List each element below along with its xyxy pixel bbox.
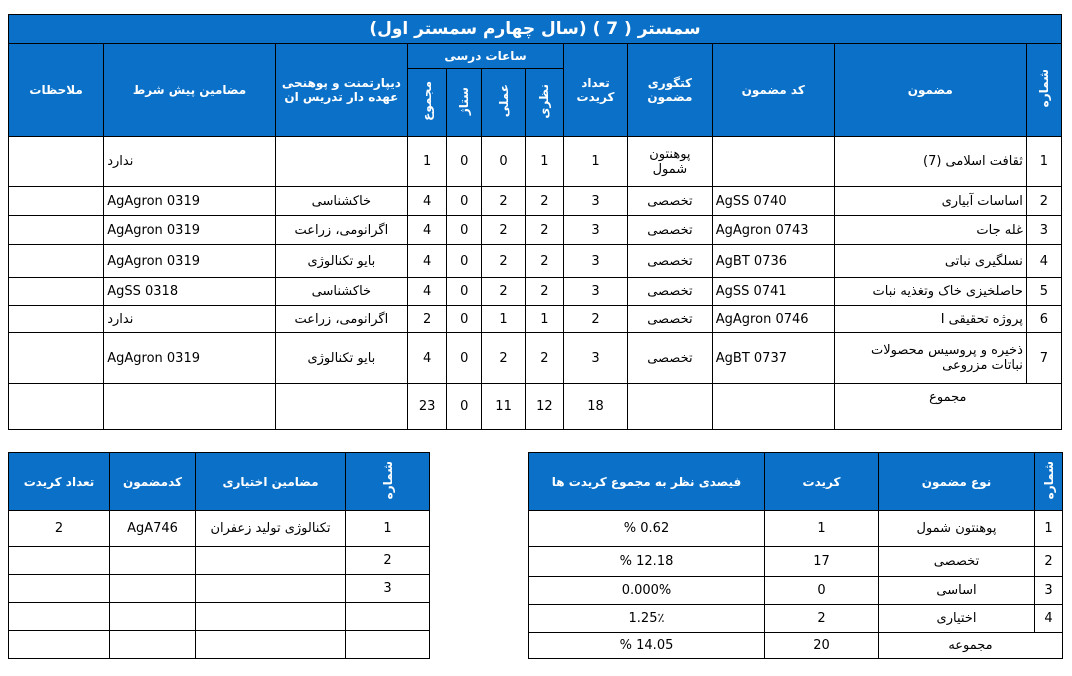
row-number: 5 (1026, 278, 1061, 306)
header-prereq: مضامین پیش شرط (104, 44, 276, 137)
total-hours: 1 (408, 137, 447, 187)
summary-total-row (529, 633, 1063, 659)
header-notes: ملاحظات (9, 44, 104, 137)
internship-hours: 0 (447, 306, 482, 333)
subject-category: تخصصی (628, 216, 713, 245)
row-number: 2 (1026, 187, 1061, 216)
subject-category: تخصصی (628, 333, 713, 384)
sum-header-type: نوع مضمون (879, 453, 1035, 511)
theory-hours: 1 (525, 137, 563, 187)
credit: 17 (765, 547, 879, 577)
practical-hours: 2 (482, 333, 525, 384)
row-number: 3 (1026, 216, 1061, 245)
subject-category: پوهنتون شمول (628, 137, 713, 187)
prerequisite: ندارد (104, 137, 276, 187)
row-number: 1 (346, 511, 430, 547)
credits: 3 (563, 187, 627, 216)
table-row (9, 631, 430, 659)
semester-title: سمستر ( 7 ) (سال چهارم سمستر اول) (9, 15, 1062, 44)
internship-hours: 0 (447, 278, 482, 306)
subject-code: AgBT 0736 (712, 245, 834, 278)
notes (9, 245, 104, 278)
totals-row (9, 384, 1062, 430)
department: اگرانومی، زراعت (275, 216, 407, 245)
credits (9, 547, 110, 575)
table-row (9, 216, 1062, 245)
subject-code: AgA746 (110, 511, 196, 547)
header-credits: تعداد کریدت (563, 44, 627, 137)
subject-category: تخصصی (628, 187, 713, 216)
subject-code (110, 547, 196, 575)
theory-hours: 1 (525, 306, 563, 333)
credit: 2 (765, 605, 879, 633)
subject-name (196, 547, 346, 575)
subject-category: تخصصی (628, 278, 713, 306)
subject-name: ثقافت اسلامی (7) (834, 137, 1026, 187)
table-row (9, 278, 1062, 306)
credit: 0 (765, 577, 879, 605)
department: بایو تکنالوژی (275, 333, 407, 384)
theory-hours: 2 (525, 187, 563, 216)
table-row (529, 547, 1063, 577)
notes (9, 216, 104, 245)
percent: 0.000% (529, 577, 765, 605)
row-number: 3 (346, 575, 430, 603)
subject-code (110, 575, 196, 603)
row-number: 2 (1035, 547, 1063, 577)
subject-type: پوهنتون شمول (879, 511, 1035, 547)
practical-hours: 2 (482, 278, 525, 306)
header-category: کتگوری مضمون (628, 44, 713, 137)
internship-hours: 0 (447, 187, 482, 216)
prerequisite: AgAgron 0319 (104, 187, 276, 216)
theory-hours: 2 (525, 278, 563, 306)
theory-hours: 2 (525, 333, 563, 384)
prerequisite: AgAgron 0319 (104, 245, 276, 278)
empty-cell (346, 603, 430, 631)
credit-summary-table (528, 452, 1063, 659)
notes (9, 278, 104, 306)
subject-name (196, 575, 346, 603)
prerequisite: AgAgron 0319 (104, 333, 276, 384)
row-number: 1 (1026, 137, 1061, 187)
internship-hours: 0 (447, 137, 482, 187)
empty-cell (110, 603, 196, 631)
credits: 3 (563, 278, 627, 306)
header-theory: نظری (525, 69, 563, 137)
credit: 1 (765, 511, 879, 547)
empty-cell (9, 603, 110, 631)
empty-cell (110, 631, 196, 659)
department: خاکشناسی (275, 187, 407, 216)
subject-name: اساسات آبیاری (834, 187, 1026, 216)
totals-credits: 18 (563, 384, 627, 430)
percent: 1.25٪ (529, 605, 765, 633)
table-row (9, 137, 1062, 187)
subject-name: غله جات (834, 216, 1026, 245)
department (275, 137, 407, 187)
subject-code (712, 137, 834, 187)
notes (9, 187, 104, 216)
notes (9, 333, 104, 384)
subject-name: پروژه تحقیقی I (834, 306, 1026, 333)
header-total: مجموع (408, 69, 447, 137)
opt-header-credits: تعداد کریدت (9, 453, 110, 511)
sum-header-percent: فیصدی نظر به مجموع کریدت ها (529, 453, 765, 511)
total-hours: 4 (408, 278, 447, 306)
credits: 2 (563, 306, 627, 333)
totals-practical: 11 (482, 384, 525, 430)
row-number: 6 (1026, 306, 1061, 333)
credits: 3 (563, 333, 627, 384)
practical-hours: 2 (482, 245, 525, 278)
sum-header-no: شماره (1035, 453, 1063, 511)
credits: 1 (563, 137, 627, 187)
subject-code: AgBT 0737 (712, 333, 834, 384)
total-hours: 2 (408, 306, 447, 333)
department: اگرانومی، زراعت (275, 306, 407, 333)
total-hours: 4 (408, 333, 447, 384)
subject-code: AgSS 0740 (712, 187, 834, 216)
subject-type: اساسی (879, 577, 1035, 605)
header-department: دیپارتمنت و پوهنحی عهده دار تدریس ان (275, 44, 407, 137)
internship-hours: 0 (447, 333, 482, 384)
department: خاکشناسی (275, 278, 407, 306)
optional-subjects-table (8, 452, 430, 659)
empty-cell (346, 631, 430, 659)
opt-header-code: کدمضمون (110, 453, 196, 511)
row-number: 1 (1035, 511, 1063, 547)
notes (9, 306, 104, 333)
table-row (9, 306, 1062, 333)
totals-label: مجموع (834, 384, 1061, 430)
empty-cell (196, 603, 346, 631)
table-row (9, 245, 1062, 278)
theory-hours: 2 (525, 245, 563, 278)
subject-name: تکنالوژی تولید زعفران (196, 511, 346, 547)
credits (9, 575, 110, 603)
internship-hours: 0 (447, 216, 482, 245)
totals-total: 23 (408, 384, 447, 430)
sum-header-credit: کریدت (765, 453, 879, 511)
row-number: 3 (1035, 577, 1063, 605)
total-hours: 4 (408, 187, 447, 216)
practical-hours: 1 (482, 306, 525, 333)
theory-hours: 2 (525, 216, 563, 245)
percent: 0.62 % (529, 511, 765, 547)
subject-category: تخصصی (628, 245, 713, 278)
credits: 3 (563, 216, 627, 245)
opt-header-no: شماره (346, 453, 430, 511)
opt-header-subject: مضامین اختیاری (196, 453, 346, 511)
table-row (9, 333, 1062, 384)
table-row (9, 187, 1062, 216)
table-row (9, 511, 430, 547)
header-practical: عملی (482, 69, 525, 137)
table-row (529, 577, 1063, 605)
semester-table (8, 14, 1062, 430)
notes (9, 137, 104, 187)
header-subject: مضمون (834, 44, 1026, 137)
table-row (9, 603, 430, 631)
row-number: 4 (1026, 245, 1061, 278)
totals-internship: 0 (447, 384, 482, 430)
semester-rows (9, 137, 1062, 384)
prerequisite: AgAgron 0319 (104, 216, 276, 245)
subject-code: AgSS 0741 (712, 278, 834, 306)
subject-code: AgAgron 0743 (712, 216, 834, 245)
header-code: کد مضمون (712, 44, 834, 137)
table-row (529, 511, 1063, 547)
practical-hours: 2 (482, 187, 525, 216)
subject-name: نسلگیری نباتی (834, 245, 1026, 278)
subject-name: حاصلخیزی خاک وتغذیه نبات (834, 278, 1026, 306)
optional-rows (9, 511, 430, 659)
total-hours: 4 (408, 216, 447, 245)
empty-cell (9, 631, 110, 659)
table-row (529, 605, 1063, 633)
row-number: 2 (346, 547, 430, 575)
header-hours: ساعات درسی (408, 44, 564, 69)
summary-total-credit: 20 (765, 633, 879, 659)
subject-type: تخصصی (879, 547, 1035, 577)
department: بایو تکنالوژی (275, 245, 407, 278)
subject-name: ذخیره و پروسیس محصولات نباتات مزروعی (834, 333, 1026, 384)
header-no: شماره (1026, 44, 1061, 137)
subject-type: اختیاری (879, 605, 1035, 633)
row-number: 7 (1026, 333, 1061, 384)
empty-cell (196, 631, 346, 659)
totals-theory: 12 (525, 384, 563, 430)
prerequisite: ندارد (104, 306, 276, 333)
prerequisite: AgSS 0318 (104, 278, 276, 306)
summary-rows (529, 511, 1063, 633)
credits: 2 (9, 511, 110, 547)
table-row (9, 575, 430, 603)
credits: 3 (563, 245, 627, 278)
row-number: 4 (1035, 605, 1063, 633)
total-hours: 4 (408, 245, 447, 278)
percent: 12.18 % (529, 547, 765, 577)
practical-hours: 0 (482, 137, 525, 187)
header-internship: ستاژ (447, 69, 482, 137)
table-row (9, 547, 430, 575)
practical-hours: 2 (482, 216, 525, 245)
subject-code: AgAgron 0746 (712, 306, 834, 333)
internship-hours: 0 (447, 245, 482, 278)
subject-category: تخصصی (628, 306, 713, 333)
summary-total-label: مجموعه (879, 633, 1063, 659)
summary-total-percent: 14.05 % (529, 633, 765, 659)
